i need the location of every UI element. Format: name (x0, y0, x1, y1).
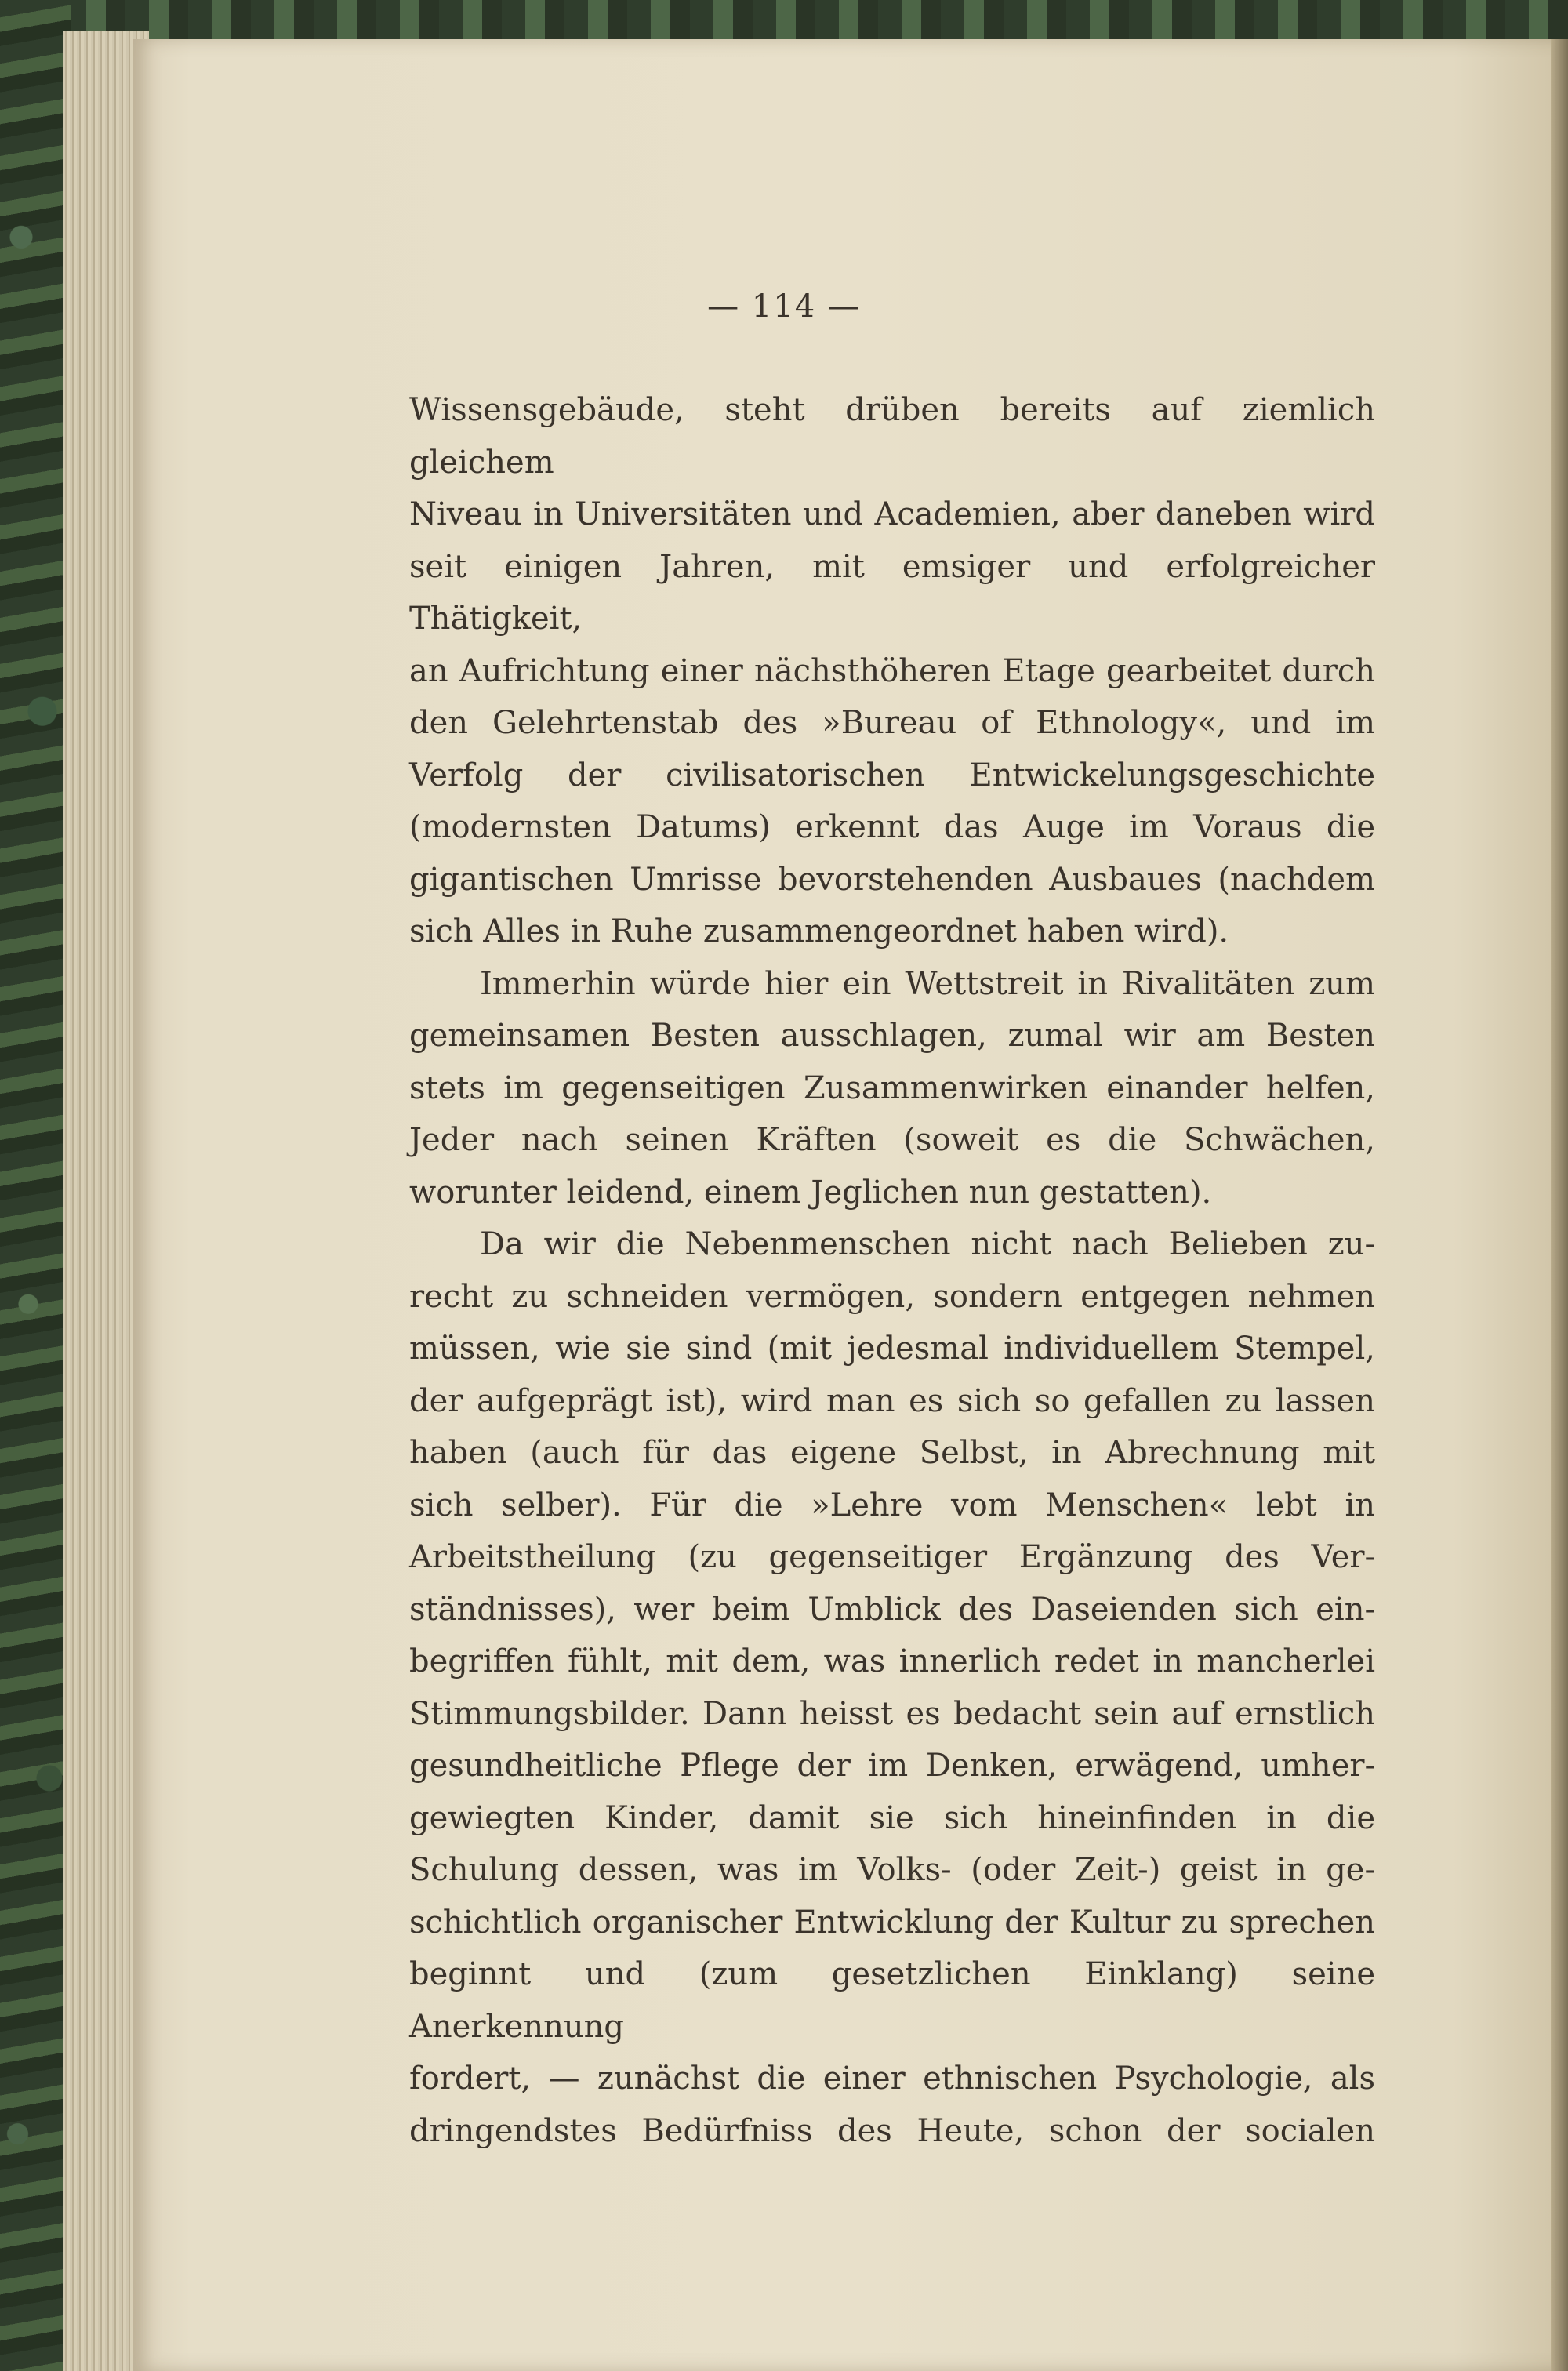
text-line: (modernsten Datums) erkennt das Auge im Voraus die (409, 809, 1375, 845)
text-line: schichtlich organischer Entwicklung der Kultur zu sprechen (409, 1904, 1375, 1941)
text-line: Immerhin würde hier ein Wettstreit in Rivalitäten zum (480, 965, 1375, 1002)
text-line: an Aufrichtung einer nächsthöheren Etage gearbeitet durch (409, 652, 1375, 689)
text-line: Verfolg der civilisatorischen Entwickelungsgeschichte (409, 757, 1375, 793)
paragraph-3 (409, 1218, 1375, 2157)
text-line: müssen, wie sie sind (mit jedesmal individuellem Stempel, (409, 1331, 1375, 1367)
text-line: Da wir die Nebenmenschen nicht nach Belieben zu- (480, 1226, 1375, 1262)
paragraph-1 (409, 384, 1375, 958)
text-line: gigantischen Umrisse bevorstehenden Ausbaues (nachdem (409, 861, 1375, 898)
text-line: fordert, — zunächst die einer ethnischen Psychologie, als (409, 2061, 1375, 2097)
text-line: begriffen fühlt, mit dem, was innerlich redet in mancherlei (409, 1643, 1375, 1679)
text-line: Jeder nach seinen Kräften (soweit es die Schwächen, (409, 1122, 1375, 1158)
page-right-edge (1551, 39, 1568, 2371)
text-line: gesundheitliche Pflege der im Denken, erwägend, umher- (409, 1748, 1375, 1784)
text-line: seit einigen Jahren, mit emsiger und erfolgreicher Thätigkeit, (409, 548, 1375, 637)
text-line: beginnt und (zum gesetzlichen Einklang) seine Anerkennung (409, 1956, 1375, 2045)
text-line: sich Alles in Ruhe zusammengeordnet haben wird). (409, 913, 1229, 949)
text-line: Stimmungsbilder. Dann heisst es bedacht sein auf ernstlich (409, 1695, 1375, 1732)
text-line: dringendstes Bedürfniss des Heute, schon der socialen (409, 2112, 1375, 2149)
text-line: gewiegten Kinder, damit sie sich hineinfinden in die (409, 1799, 1375, 1836)
text-line: worunter leidend, einem Jeglichen nun gestatten). (409, 1174, 1212, 1211)
text-line: den Gelehrtenstab des »Bureau of Ethnology«, und im (409, 705, 1375, 741)
text-line: der aufgeprägt ist), wird man es sich so gefallen zu lassen (409, 1382, 1375, 1419)
text-line: stets im gegenseitigen Zusammenwirken einander helfen, (409, 1069, 1375, 1106)
paragraph-2 (409, 958, 1375, 1219)
text-line: Schulung dessen, was im Volks- (oder Zeit-) geist in ge- (409, 1852, 1375, 1888)
text-line: sich selber). Für die »Lehre vom Menschen« lebt in (409, 1487, 1375, 1523)
text-line: Arbeitstheilung (zu gegenseitiger Ergänzung des Ver- (409, 1539, 1375, 1575)
body-text (409, 384, 1375, 2157)
text-line: Wissensgebäude, steht drüben bereits auf ziemlich gleichem (409, 392, 1375, 481)
text-line: gemeinsamen Besten ausschlagen, zumal wir am Besten (409, 1018, 1375, 1054)
text-line: haben (auch für das eigene Selbst, in Abrechnung mit (409, 1435, 1375, 1471)
text-line: ständnisses), wer beim Umblick des Daseienden sich ein- (409, 1591, 1375, 1628)
marbled-book-cover (0, 0, 71, 2371)
text-line: Niveau in Universitäten und Academien, aber daneben wird (409, 496, 1375, 532)
text-line: recht zu schneiden vermögen, sondern entgegen nehmen (409, 1278, 1375, 1315)
page-number: — 114 — (707, 289, 861, 325)
